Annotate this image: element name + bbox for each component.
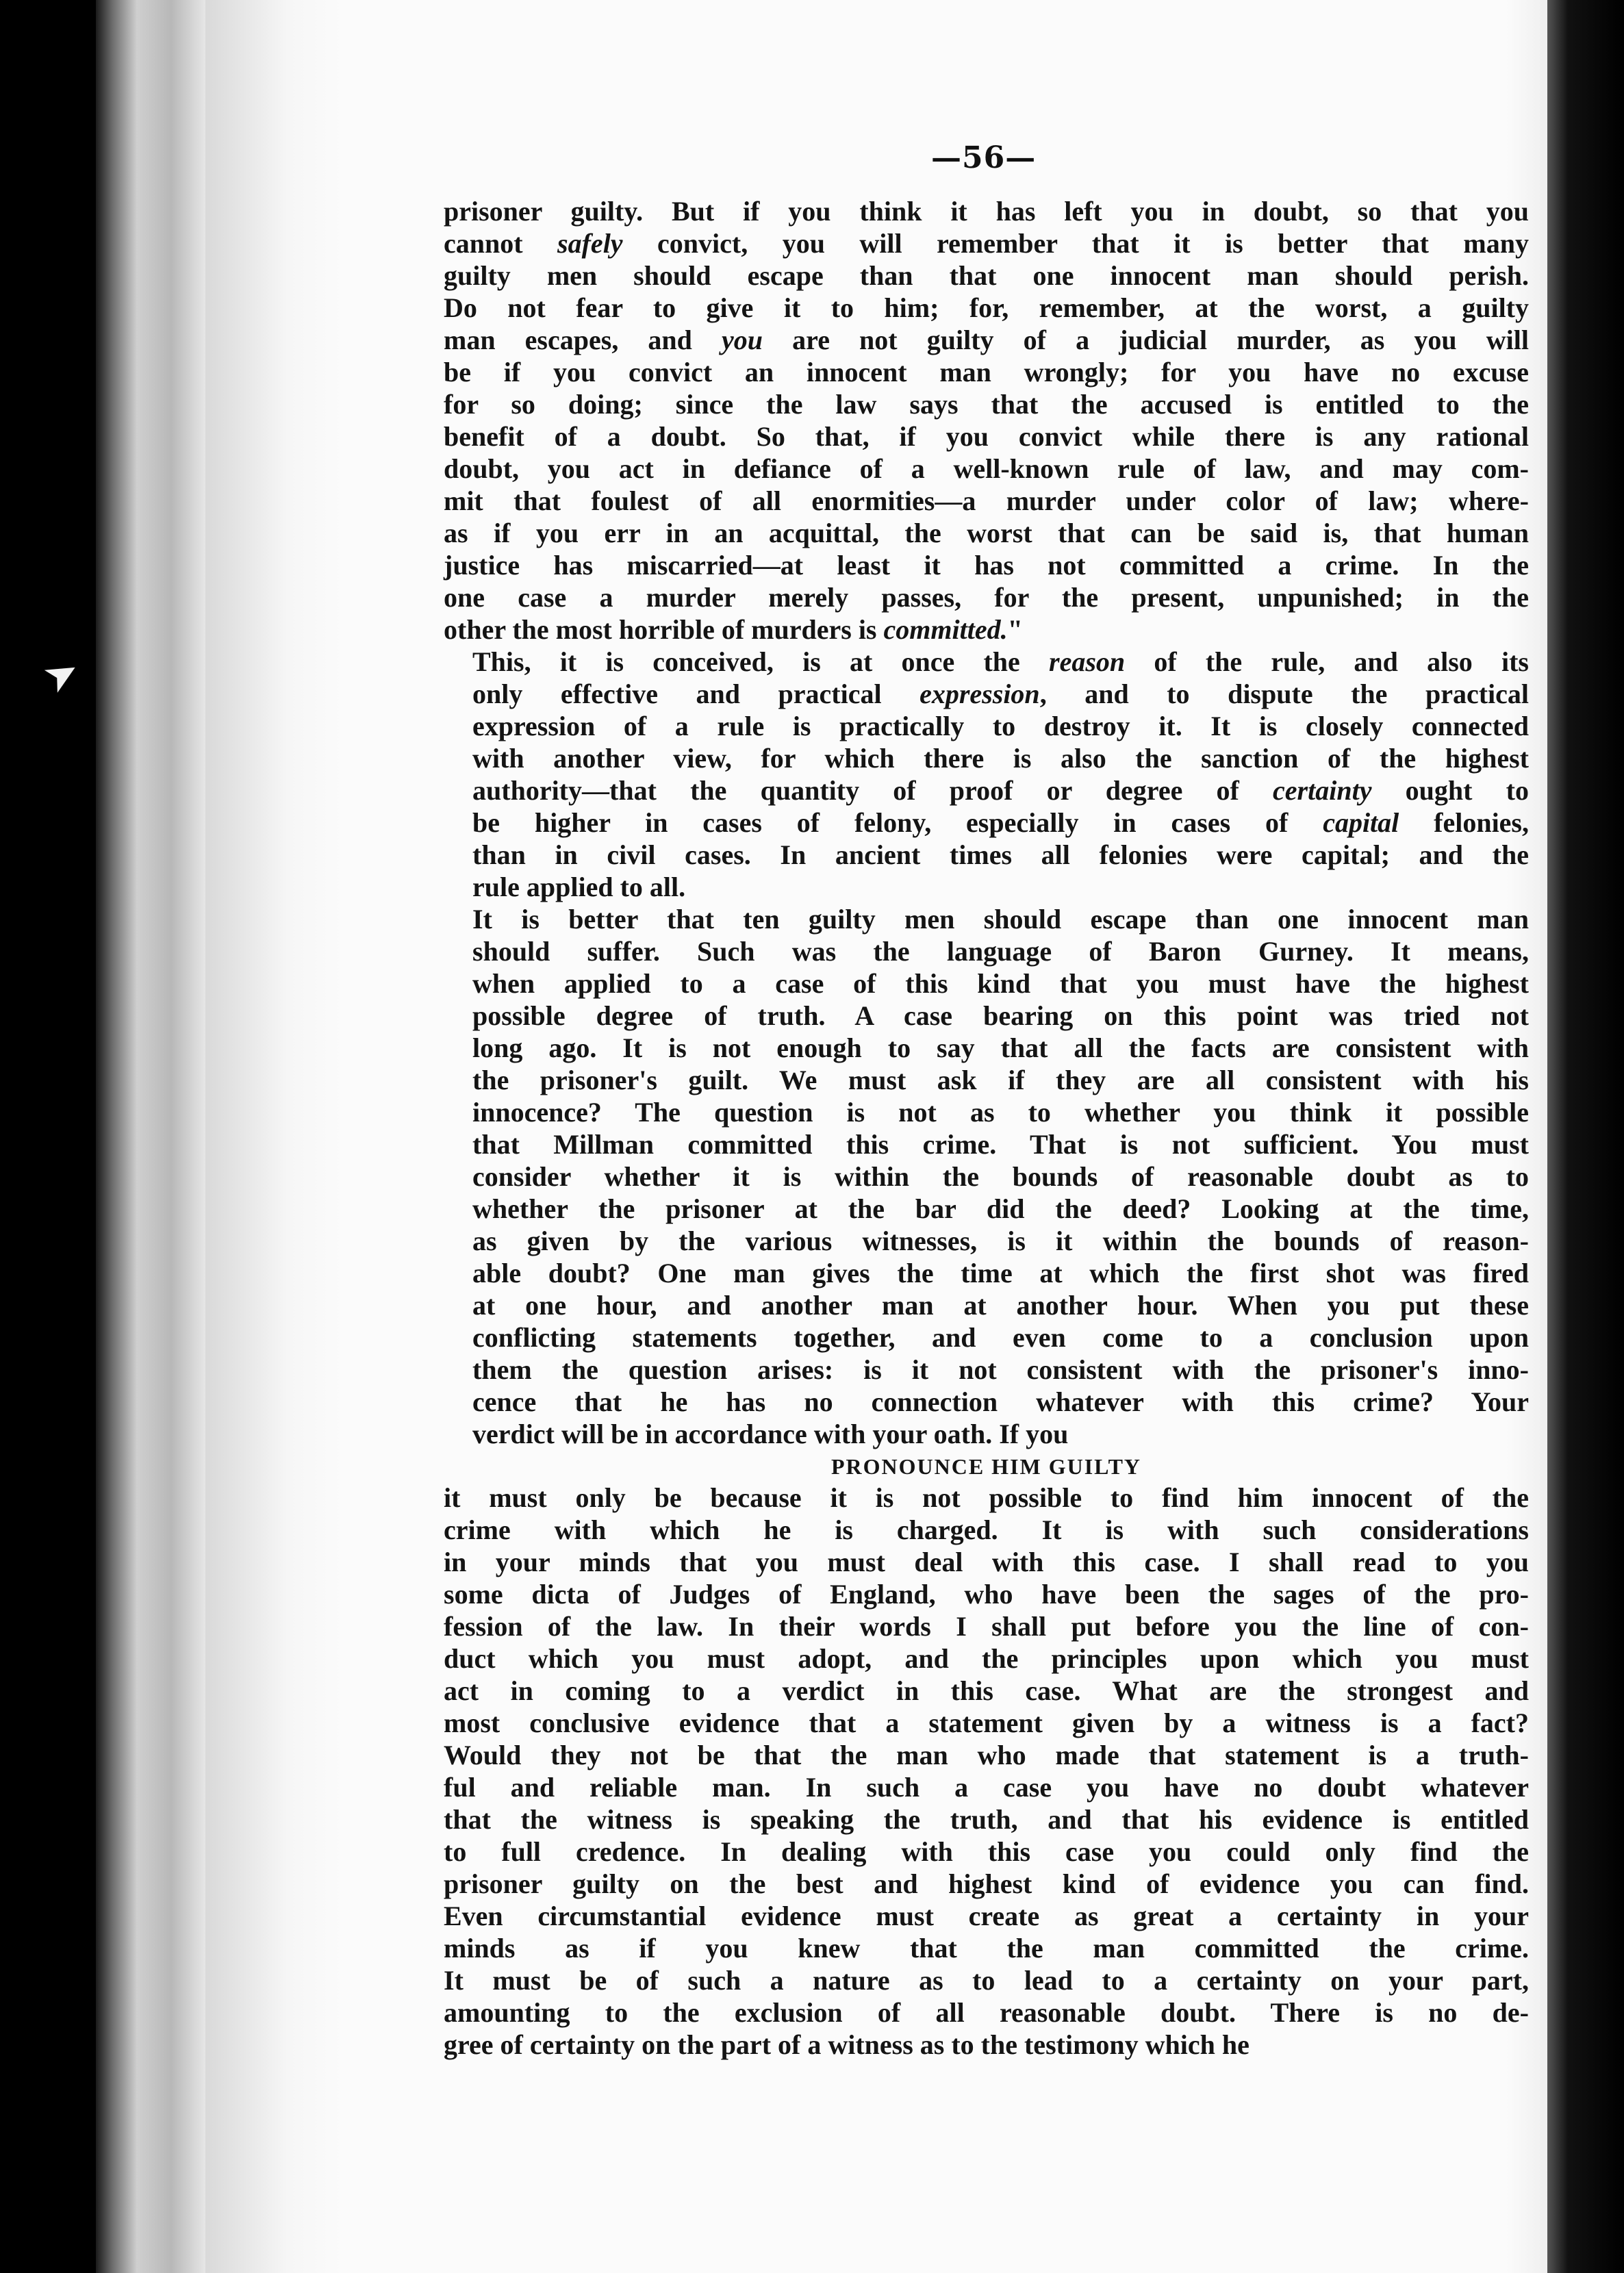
text-line: man escapes, and you are not guilty of a judicial murder, as you will	[444, 325, 1530, 355]
text-line: be higher in cases of felony, especially in cases of capital felonies,	[472, 807, 1529, 838]
paragraph	[444, 903, 1529, 1450]
paragraph	[444, 195, 1529, 646]
text-line: it must only be because it is not possible to find him innocent of the	[444, 1482, 1529, 1513]
text-line: consider whether it is within the bounds of reasonable doubt as to	[472, 1161, 1529, 1192]
text-line: that Millman committed this crime. That is not sufficient. You must	[472, 1129, 1529, 1160]
text-line: ful and reliable man. In such a case you have no doubt whatever	[444, 1772, 1529, 1803]
text-line: justice has miscarried—at least it has not committed a crime. In the	[444, 550, 1529, 581]
margin-pointer-mark: ➤	[34, 645, 89, 704]
text-line: possible degree of truth. A case bearing on this point was tried not	[472, 1000, 1529, 1031]
text-line: be if you convict an innocent man wrongly; for you have no excuse	[444, 357, 1529, 388]
text-line: minds as if you knew that the man committed the crime.	[444, 1933, 1529, 1964]
text-line: most conclusive evidence that a statement given by a witness is a fact?	[444, 1707, 1529, 1738]
text-line: gree of certainty on the part of a witness as to the testimony which he	[444, 2029, 1249, 2060]
text-line: prisoner guilty. But if you think it has left you in doubt, so that you	[444, 196, 1529, 227]
text-line: doubt, you act in defiance of a well-known rule of law, and may com-	[444, 453, 1529, 484]
section-subheading: PRONOUNCE HIM GUILTY	[830, 1454, 1142, 1479]
text-line: prisoner guilty on the best and highest kind of evidence you can find.	[444, 1868, 1529, 1899]
text-line: authority—that the quantity of proof or degree of certainty ought to	[472, 775, 1529, 806]
text-line: when applied to a case of this kind that you must have the highest	[472, 968, 1529, 999]
text-line: that the witness is speaking the truth, and that his evidence is entitled	[444, 1804, 1529, 1835]
text-line: crime with which he is charged. It is with such considerations	[444, 1514, 1529, 1545]
text-line: fession of the law. In their words I shall put before you the line of con-	[444, 1611, 1529, 1642]
text-line: mit that foulest of all enormities—a murder under color of law; where-	[444, 485, 1529, 516]
text-line: long ago. It is not enough to say that all the facts are consistent with	[472, 1032, 1529, 1063]
text-line: at one hour, and another man at another hour. When you put these	[472, 1290, 1529, 1321]
text-line: one case a murder merely passes, for the present, unpunished; in the	[444, 582, 1529, 613]
text-line: cence that he has no connection whatever with this crime? Your	[472, 1386, 1529, 1417]
text-line: rule applied to all.	[472, 872, 686, 902]
text-line: with another view, for which there is also the sanction of the highest	[472, 743, 1529, 774]
text-line: cannot safely convict, you will remember that it is better that many	[444, 228, 1529, 259]
text-line: Even circumstantial evidence must create as great a certainty in your	[444, 1901, 1529, 1931]
text-line: as if you err in an acquittal, the worst that can be said is, that human	[444, 518, 1529, 548]
page-number: —56—	[931, 140, 1037, 175]
text-line: as given by the various witnesses, is it within the bounds of reason-	[472, 1226, 1529, 1256]
text-line: the prisoner's guilt. We must ask if they are all consistent with his	[472, 1065, 1529, 1095]
text-line: guilty men should escape than that one innocent man should perish.	[444, 260, 1529, 291]
text-line: some dicta of Judges of England, who have been the sages of the pro-	[444, 1579, 1529, 1610]
text-line: expression of a rule is practically to destroy it. It is closely connected	[472, 711, 1529, 741]
text-line: other the most horrible of murders is committed."	[444, 614, 1023, 645]
page-edge-shadow	[1547, 0, 1624, 2273]
text-line: amounting to the exclusion of all reasonable doubt. There is no de-	[444, 1997, 1529, 2028]
text-line: than in civil cases. In ancient times all felonies were capital; and the	[472, 839, 1529, 870]
text-line: This, it is conceived, is at once the reason of the rule, and also its	[472, 646, 1529, 677]
text-line: duct which you must adopt, and the principles upon which you must	[444, 1643, 1529, 1674]
text-line: in your minds that you must deal with this case. I shall read to you	[444, 1547, 1529, 1577]
text-line: able doubt? One man gives the time at which the first shot was fired	[472, 1258, 1529, 1288]
text-line: act in coming to a verdict in this case. What are the strongest and	[444, 1675, 1529, 1706]
text-line: It is better that ten guilty men should escape than one innocent man	[472, 904, 1529, 935]
text-line: It must be of such a nature as to lead to a certainty on your part,	[444, 1965, 1529, 1996]
text-line: should suffer. Such was the language of Baron Gurney. It means,	[472, 936, 1529, 967]
text-line: conflicting statements together, and even come to a conclusion upon	[472, 1322, 1529, 1353]
text-line: verdict will be in accordance with your oath. If you	[472, 1419, 1069, 1449]
text-line: whether the prisoner at the bar did the deed? Looking at the time,	[472, 1193, 1529, 1224]
text-line: only effective and practical expression, and to dispute the practical	[472, 678, 1529, 709]
text-line: Would they not be that the man who made that statement is a truth-	[444, 1740, 1529, 1770]
text-line: Do not fear to give it to him; for, remember, at the worst, a guilty	[444, 292, 1529, 323]
text-line: for so doing; since the law says that the accused is entitled to the	[444, 389, 1529, 420]
body-text	[444, 195, 1529, 2061]
paragraph	[444, 1482, 1529, 2061]
text-line: benefit of a doubt. So that, if you convict while there is any rational	[444, 421, 1529, 452]
text-line: to full credence. In dealing with this case you could only find the	[444, 1836, 1529, 1867]
text-line: them the question arises: is it not consistent with the prisoner's inno-	[472, 1354, 1529, 1385]
paragraph	[444, 646, 1529, 903]
text-line: innocence? The question is not as to whether you think it possible	[472, 1097, 1529, 1128]
